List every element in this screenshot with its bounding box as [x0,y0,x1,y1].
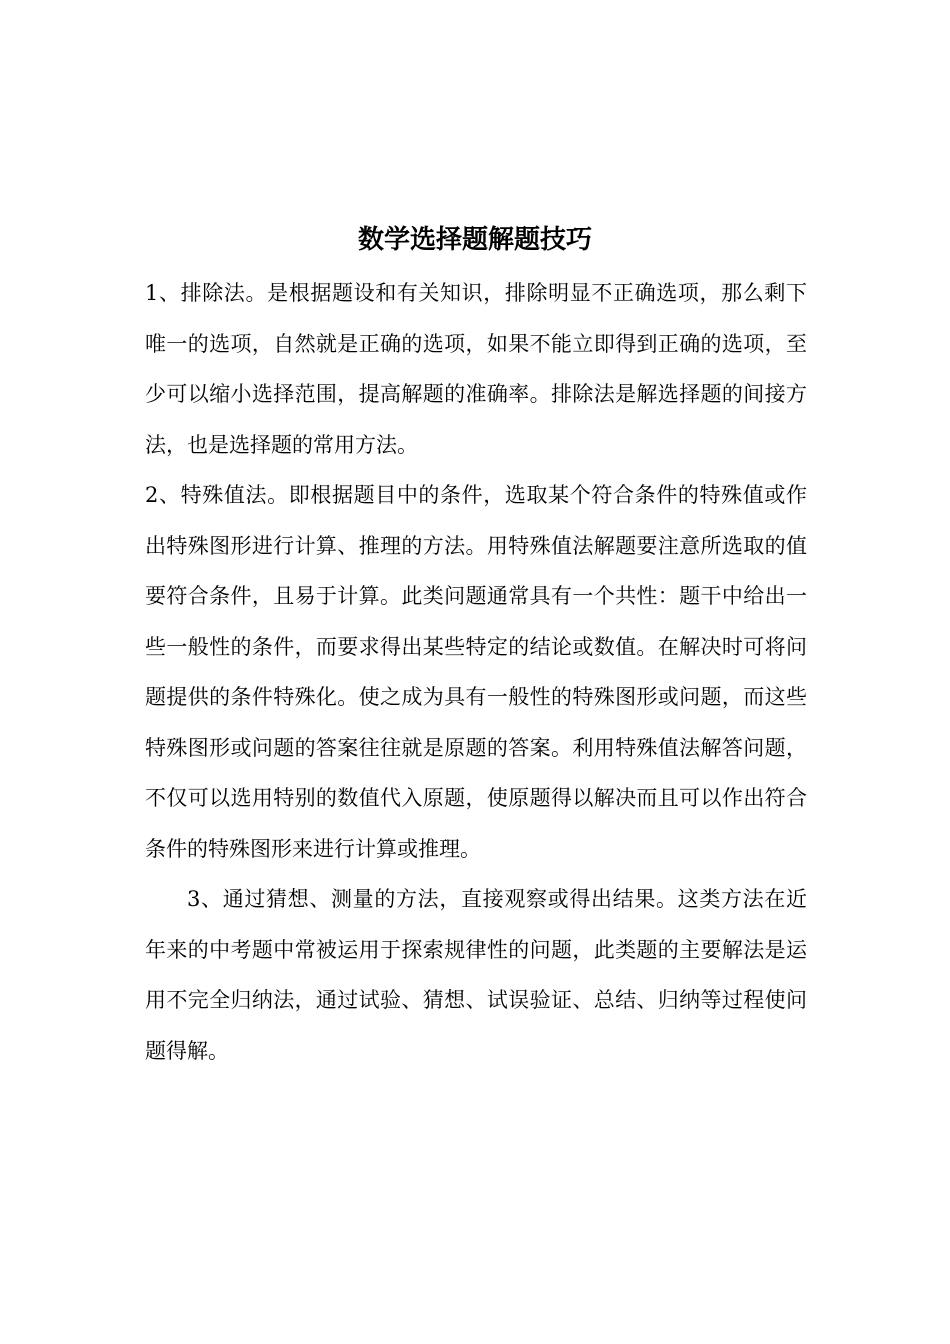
paragraph-elimination-method: 1、排除法。是根据题设和有关知识，排除明显不正确选项，那么剩下唯一的选项，自然就是正确的选项，如果不能立即得到正确的选项，至少可以缩小选择范围，提高解题的准确率。排除法是解选择题的间接方法，也是选择题的常用方法。 [145,281,807,457]
paragraph-special-value-method: 2、特殊值法。即根据题目中的条件，选取某个符合条件的特殊值或作出特殊图形进行计算、推理的方法。用特殊值法解题要注意所选取的值要符合条件，且易于计算。此类问题通常具有一个共性：题干中给出一些一般性的条件，而要求得出某些特定的结论或数值。在解决时可将问题提供的条件特殊化。使之成为具有一般性的特殊图形或问题，而这些特殊图形或问题的答案往往就是原题的答案。利用特殊值法解答问题，不仅可以选用特别的数值代入原题，使原题得以解决而且可以作出符合条件的特殊图形来进行计算或推理。 [145,483,807,861]
paragraph-guess-measure-method: 3、通过猜想、测量的方法，直接观察或得出结果。这类方法在近年来的中考题中常被运用于探索规律性的问题，此类题的主要解法是运用不完全归纳法，通过试验、猜想、试误验证、总结、归纳等过程使问题得解。 [145,887,807,1063]
document-body [145,268,807,1076]
document-title: 数学选择题解题技巧 [357,225,592,255]
